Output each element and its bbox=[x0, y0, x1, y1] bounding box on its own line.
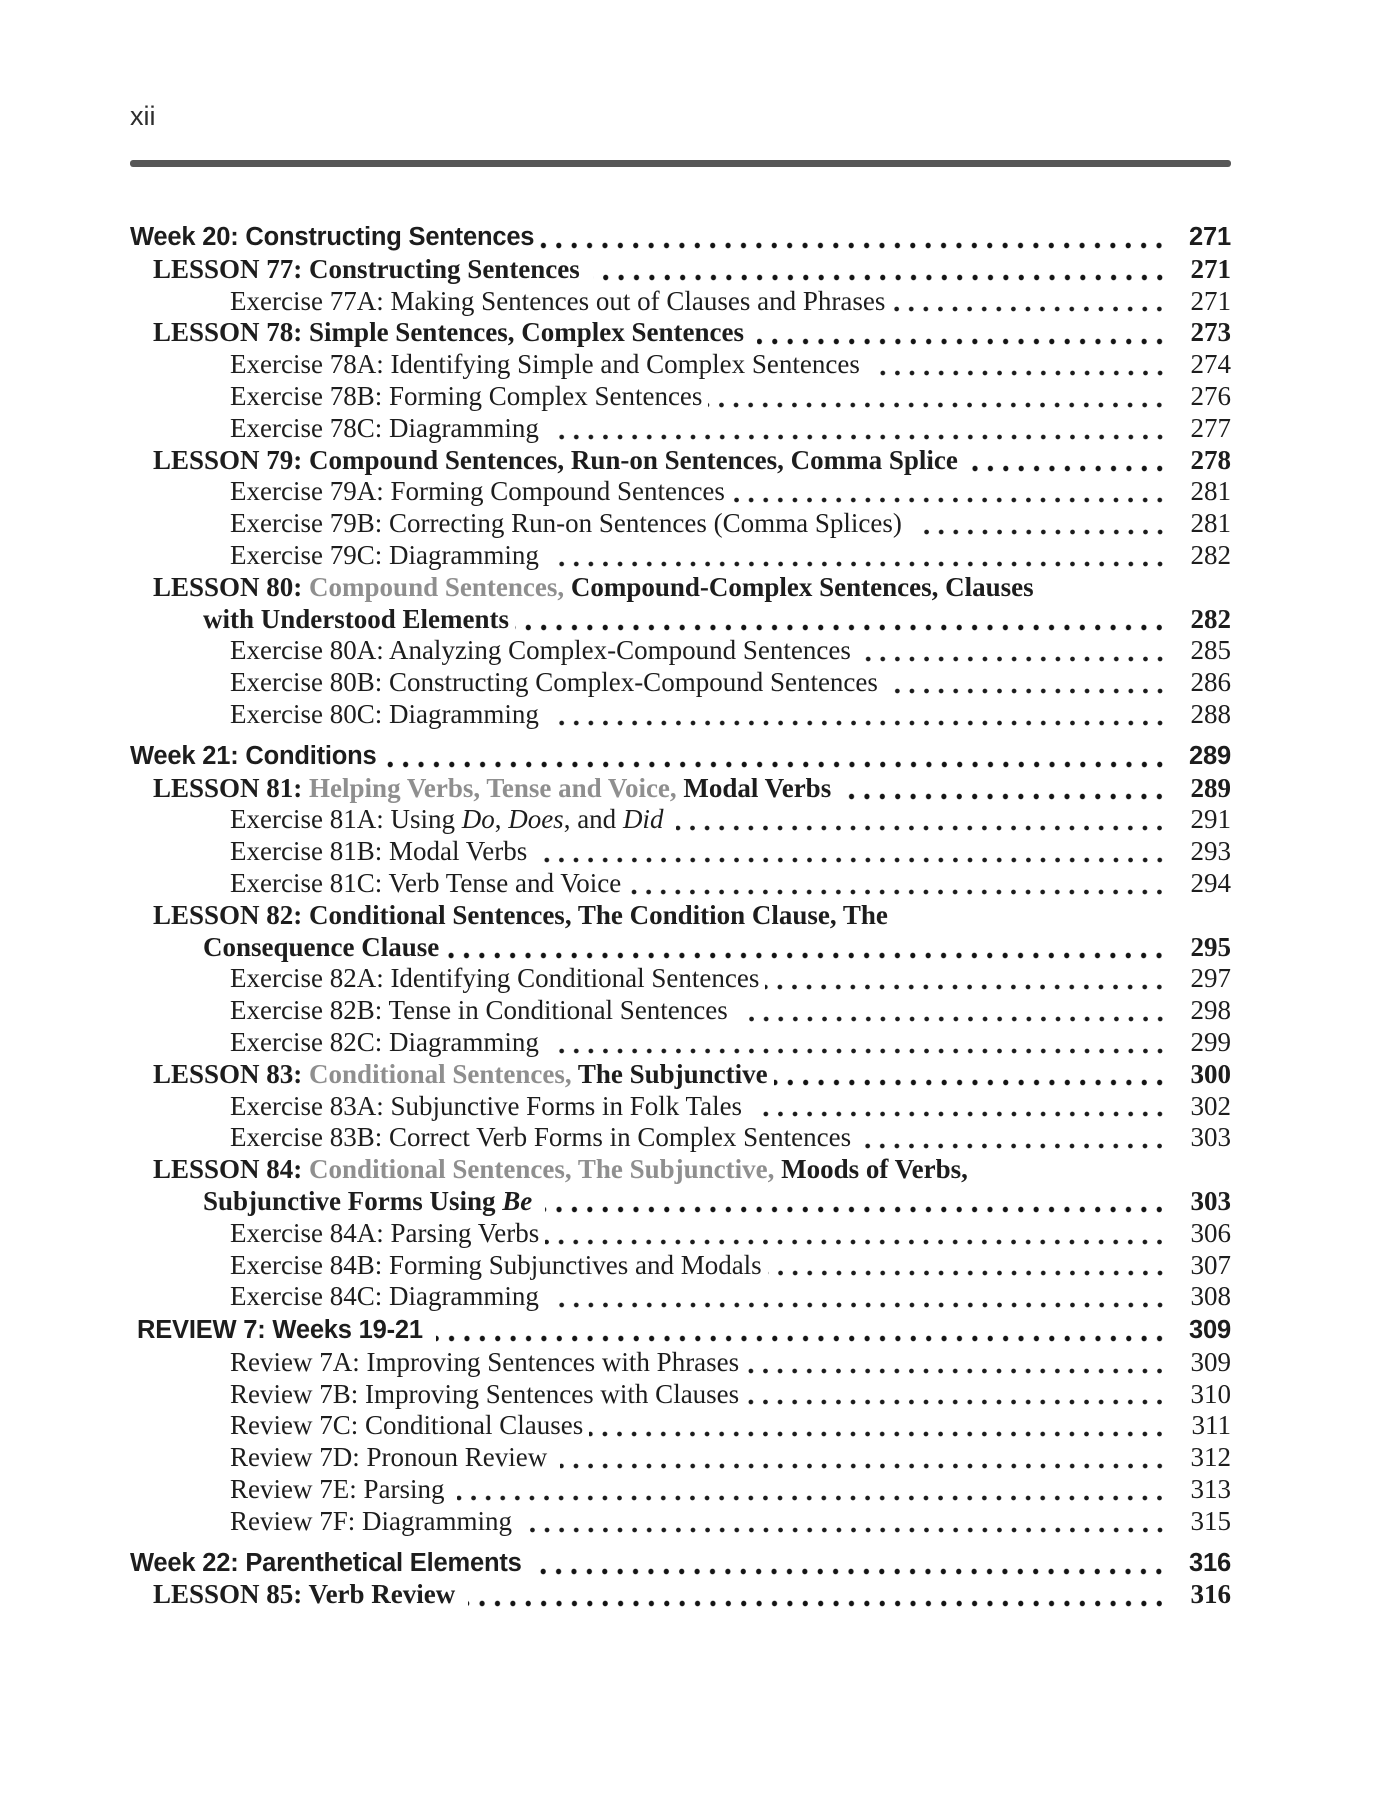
dot-leader bbox=[741, 995, 1169, 1027]
toc-entry bbox=[230, 1506, 1231, 1538]
toc-title-segment bbox=[532, 1186, 539, 1216]
toc-title-segment: REVIEW 7: Weeks 19-21 bbox=[137, 1316, 430, 1345]
toc-entry bbox=[203, 604, 1231, 636]
toc-entry-title bbox=[230, 1442, 554, 1474]
toc-entry-page-number: 300 bbox=[1190, 1058, 1231, 1089]
toc-title-segment: Exercise 82C: Diagramming bbox=[230, 1026, 546, 1057]
toc-title-segment-gray: Helping Verbs, Tense and Voice, bbox=[309, 772, 677, 803]
toc-title-segment: Review 7F: Diagramming bbox=[230, 1505, 519, 1536]
toc-entry-page-number: 278 bbox=[1190, 444, 1231, 475]
toc-entry-title bbox=[130, 1548, 528, 1580]
dot-leader bbox=[545, 1186, 1169, 1218]
toc-entry-page-number: 273 bbox=[1190, 317, 1231, 348]
dot-leader bbox=[708, 381, 1169, 413]
toc-title-segment: Exercise 79A: Forming Compound Sentences bbox=[230, 476, 725, 507]
toc-title-segment-italic: Do bbox=[461, 804, 495, 835]
toc-title-segment: Exercise 82A: Identifying Conditional Sentences bbox=[230, 963, 760, 994]
toc-entry-page-number: 294 bbox=[1190, 867, 1231, 898]
toc-entry-page-number: 293 bbox=[1190, 836, 1231, 867]
toc-title-segment: Exercise 81A: Using bbox=[230, 804, 462, 835]
dot-leader bbox=[545, 1218, 1169, 1250]
toc-entry-page-number: 282 bbox=[1190, 539, 1231, 570]
toc-title-segment: Exercise 77A: Making Sentences out of Clauses and Phrases bbox=[230, 285, 886, 316]
toc-entry bbox=[230, 995, 1231, 1027]
toc-title-segment: The Subjunctive bbox=[571, 1058, 768, 1089]
toc-entry-page-number: 271 bbox=[1190, 253, 1231, 284]
dot-leader bbox=[436, 1315, 1169, 1347]
toc-title-segment: LESSON 80: bbox=[153, 571, 310, 602]
toc-entry-page-number: 299 bbox=[1190, 1026, 1231, 1057]
toc-title-segment: Exercise 84A: Parsing Verbs bbox=[230, 1217, 540, 1248]
header-rule bbox=[130, 160, 1231, 167]
toc-entry bbox=[153, 254, 1231, 286]
dot-leader bbox=[593, 254, 1169, 286]
toc-entry bbox=[153, 1579, 1231, 1611]
toc-title-segment: Exercise 84B: Forming Subjunctives and Modals bbox=[230, 1249, 762, 1280]
toc-entry-page-number: 291 bbox=[1190, 804, 1231, 835]
toc-entry-title bbox=[230, 1250, 762, 1282]
toc-title-segment: LESSON 77: Constructing Sentences bbox=[153, 253, 587, 284]
toc-title-segment bbox=[663, 804, 670, 834]
dot-leader bbox=[552, 699, 1169, 731]
toc-entry-page-number: 311 bbox=[1191, 1410, 1231, 1441]
toc-entry bbox=[230, 635, 1231, 667]
toc-entry-page-number: 286 bbox=[1190, 667, 1231, 698]
toc-title-segment: Exercise 80C: Diagramming bbox=[230, 698, 546, 729]
dot-leader bbox=[864, 635, 1169, 667]
toc-entry-title bbox=[153, 773, 838, 805]
toc-title-segment: LESSON 83: bbox=[153, 1058, 310, 1089]
toc-title-segment: with Understood Elements bbox=[203, 603, 510, 634]
toc-title-segment: Exercise 81B: Modal Verbs bbox=[230, 836, 534, 867]
toc-entry-page-number: 298 bbox=[1190, 995, 1231, 1026]
toc-entry-title bbox=[230, 286, 885, 318]
toc-entry-page-number: 306 bbox=[1190, 1217, 1231, 1248]
dot-leader bbox=[676, 804, 1169, 836]
dot-leader bbox=[552, 1281, 1169, 1313]
dot-leader bbox=[974, 1154, 1221, 1186]
dot-leader bbox=[765, 963, 1169, 995]
dot-leader bbox=[552, 1027, 1169, 1059]
toc-entry-title bbox=[230, 836, 534, 868]
dot-leader bbox=[515, 604, 1169, 636]
toc-title-segment: LESSON 82: Conditional Sentences, The Condition Clause, The bbox=[153, 899, 888, 930]
toc-entry bbox=[130, 222, 1231, 254]
dot-leader bbox=[745, 1347, 1169, 1379]
toc-entry-title bbox=[230, 1410, 583, 1442]
toc-entry bbox=[230, 1122, 1231, 1154]
toc-entry bbox=[230, 1281, 1231, 1313]
toc-entry-title bbox=[153, 317, 751, 349]
toc-entry-page-number: 289 bbox=[1190, 772, 1231, 803]
toc-title-segment: Compound-Complex Sentences, Clauses bbox=[564, 571, 1034, 602]
toc-title-segment: LESSON 78: Simple Sentences, Complex Sentences bbox=[153, 317, 751, 348]
toc-entry-title bbox=[230, 349, 867, 381]
toc-entry-title bbox=[230, 1347, 739, 1379]
toc-title-segment: Consequence Clause bbox=[203, 931, 440, 962]
dot-leader bbox=[891, 667, 1169, 699]
toc-entry bbox=[230, 667, 1231, 699]
toc-title-segment: Review 7E: Parsing bbox=[230, 1474, 452, 1505]
dot-leader bbox=[768, 1250, 1169, 1282]
toc-entry bbox=[230, 413, 1231, 445]
toc-entry bbox=[230, 508, 1231, 540]
dot-leader bbox=[971, 445, 1169, 477]
toc-entry-title bbox=[230, 1218, 539, 1250]
toc-entry bbox=[230, 868, 1231, 900]
toc-entry bbox=[230, 804, 1231, 836]
toc-entry-title bbox=[230, 508, 909, 540]
dot-leader bbox=[857, 1122, 1169, 1154]
toc-entry-page-number: 285 bbox=[1190, 635, 1231, 666]
dot-leader bbox=[757, 317, 1169, 349]
toc-entry-title bbox=[153, 1579, 462, 1611]
toc-title-segment: Exercise 79C: Diagramming bbox=[230, 539, 546, 570]
dot-leader bbox=[589, 1410, 1169, 1442]
toc-entry bbox=[153, 1154, 1231, 1186]
toc-title-segment-italic: Did bbox=[622, 804, 664, 835]
toc-entry bbox=[230, 963, 1231, 995]
toc-entry bbox=[230, 1218, 1231, 1250]
toc-entry-title bbox=[230, 1281, 546, 1313]
dot-leader bbox=[534, 1548, 1169, 1580]
toc-entry bbox=[230, 1027, 1231, 1059]
toc-title-segment: Exercise 84C: Diagramming bbox=[230, 1281, 546, 1312]
toc-title-segment-gray: Conditional Sentences, The Subjunctive, bbox=[309, 1154, 775, 1185]
toc-entry-page-number: 308 bbox=[1190, 1281, 1231, 1312]
dot-leader bbox=[627, 868, 1169, 900]
toc-entry-page-number: 282 bbox=[1190, 603, 1231, 634]
toc-entry bbox=[203, 932, 1231, 964]
dot-leader bbox=[457, 1474, 1169, 1506]
toc-entry-title bbox=[230, 1474, 451, 1506]
toc-title-segment: LESSON 81: bbox=[153, 772, 310, 803]
toc-title-segment: Week 20: Constructing Sentences bbox=[130, 223, 535, 251]
dot-leader bbox=[552, 413, 1169, 445]
toc-entry bbox=[230, 286, 1231, 318]
toc-entry-page-number: 281 bbox=[1190, 476, 1231, 507]
toc-entry bbox=[230, 1474, 1231, 1506]
toc-title-segment: Subjunctive Forms Using bbox=[203, 1185, 503, 1216]
toc-title-segment: , bbox=[494, 804, 509, 835]
toc-entry-title bbox=[230, 381, 702, 413]
table-of-contents bbox=[130, 222, 1231, 1611]
toc-entry bbox=[230, 1442, 1231, 1474]
toc-entry-title bbox=[203, 604, 509, 636]
toc-entry-title bbox=[230, 1027, 546, 1059]
toc-entry bbox=[230, 1250, 1231, 1282]
toc-entry-page-number: 302 bbox=[1190, 1090, 1231, 1121]
toc-entry-title bbox=[230, 540, 546, 572]
toc-entry-page-number: 271 bbox=[1189, 223, 1231, 251]
toc-entry bbox=[153, 900, 1231, 932]
toc-title-segment: Exercise 79B: Correcting Run-on Sentences (Comma Splices) bbox=[230, 508, 909, 539]
toc-entry-page-number: 315 bbox=[1190, 1505, 1231, 1536]
toc-entry-title bbox=[137, 1315, 430, 1347]
toc-entry-title bbox=[203, 1186, 539, 1218]
toc-entry bbox=[137, 1315, 1231, 1347]
toc-entry bbox=[153, 572, 1231, 604]
toc-entry bbox=[230, 1410, 1231, 1442]
dot-leader bbox=[894, 900, 1221, 932]
toc-title-segment: Review 7A: Improving Sentences with Phrases bbox=[230, 1346, 740, 1377]
toc-title-segment: LESSON 79: Compound Sentences, Run-on Sentences, Comma Splice bbox=[153, 444, 965, 475]
toc-entry-page-number: 313 bbox=[1190, 1474, 1231, 1505]
toc-entry-page-number: 297 bbox=[1190, 963, 1231, 994]
toc-entry bbox=[230, 699, 1231, 731]
toc-entry bbox=[230, 1091, 1231, 1123]
toc-entry-page-number: 276 bbox=[1190, 380, 1231, 411]
toc-entry bbox=[230, 381, 1231, 413]
dot-leader bbox=[468, 1579, 1169, 1611]
toc-entry-title bbox=[230, 963, 759, 995]
dot-leader bbox=[540, 836, 1169, 868]
toc-title-segment: Week 22: Parenthetical Elements bbox=[130, 1548, 529, 1577]
dot-leader bbox=[552, 540, 1169, 572]
toc-entry-page-number: 316 bbox=[1190, 1579, 1231, 1610]
dot-leader bbox=[915, 508, 1169, 540]
toc-entry-title bbox=[153, 254, 587, 286]
toc-entry bbox=[153, 445, 1231, 477]
toc-entry bbox=[230, 476, 1231, 508]
toc-entry-page-number: 310 bbox=[1190, 1378, 1231, 1409]
toc-title-segment-gray: Conditional Sentences, bbox=[309, 1058, 572, 1089]
toc-title-segment: LESSON 84: bbox=[153, 1154, 310, 1185]
toc-entry bbox=[153, 773, 1231, 805]
toc-entry-title bbox=[153, 1059, 768, 1091]
dot-leader bbox=[774, 1059, 1169, 1091]
toc-entry bbox=[230, 1347, 1231, 1379]
toc-title-segment: Exercise 81C: Verb Tense and Voice bbox=[230, 867, 622, 898]
toc-entry bbox=[230, 349, 1231, 381]
toc-entry bbox=[130, 1548, 1231, 1580]
toc-entry-page-number: 309 bbox=[1189, 1316, 1231, 1345]
toc-title-segment: Review 7C: Conditional Clauses bbox=[230, 1410, 584, 1441]
dot-leader bbox=[525, 1506, 1169, 1538]
toc-entry-title bbox=[130, 741, 377, 773]
toc-title-segment-italic: Be bbox=[502, 1185, 533, 1216]
toc-entry-title bbox=[230, 667, 885, 699]
dot-leader bbox=[755, 1091, 1169, 1123]
toc-entry-title bbox=[153, 572, 1034, 604]
toc-entry-title bbox=[230, 868, 621, 900]
toc-entry-page-number: 281 bbox=[1190, 508, 1231, 539]
toc-entry-title bbox=[230, 1379, 739, 1411]
toc-title-segment: Modal Verbs bbox=[676, 772, 838, 803]
toc-entry bbox=[230, 836, 1231, 868]
toc-entry-title bbox=[203, 932, 439, 964]
folio-page-number: xii bbox=[130, 101, 156, 131]
toc-entry-title bbox=[153, 445, 965, 477]
toc-entry-page-number: 307 bbox=[1190, 1249, 1231, 1280]
toc-title-segment: Exercise 83B: Correct Verb Forms in Complex Sentences bbox=[230, 1122, 852, 1153]
toc-title-segment-gray: Compound Sentences, bbox=[309, 571, 565, 602]
toc-entry-title bbox=[230, 1091, 749, 1123]
toc-title-segment: Exercise 78A: Identifying Simple and Complex Sentences bbox=[230, 349, 867, 380]
dot-leader bbox=[745, 1379, 1169, 1411]
toc-title-segment: Moods of Verbs, bbox=[774, 1154, 968, 1185]
toc-entry bbox=[153, 1059, 1231, 1091]
toc-entry bbox=[130, 741, 1231, 773]
toc-title-segment: Exercise 83A: Subjunctive Forms in Folk Tales bbox=[230, 1090, 749, 1121]
toc-entry-page-number: 303 bbox=[1190, 1185, 1231, 1216]
toc-entry-title bbox=[153, 1154, 968, 1186]
toc-entry-page-number: 295 bbox=[1190, 931, 1231, 962]
toc-title-segment: Exercise 80A: Analyzing Complex-Compound Sentences bbox=[230, 635, 858, 666]
toc-title-segment: Exercise 82B: Tense in Conditional Sentences bbox=[230, 995, 735, 1026]
toc-entry-page-number: 303 bbox=[1190, 1122, 1231, 1153]
toc-entry bbox=[153, 317, 1231, 349]
toc-entry bbox=[230, 540, 1231, 572]
toc-entry-page-number: 289 bbox=[1189, 741, 1231, 770]
toc-entry-title bbox=[230, 476, 725, 508]
toc-entry-title bbox=[230, 804, 670, 836]
toc-entry-title bbox=[230, 995, 735, 1027]
dot-leader bbox=[731, 476, 1169, 508]
dot-leader bbox=[873, 349, 1169, 381]
toc-title-segment: Review 7B: Improving Sentences with Clauses bbox=[230, 1378, 740, 1409]
toc-title-segment: LESSON 85: Verb Review bbox=[153, 1579, 463, 1610]
dot-leader bbox=[1040, 572, 1221, 604]
toc-title-segment: Exercise 80B: Constructing Complex-Compound Sentences bbox=[230, 667, 885, 698]
toc-entry-page-number: 274 bbox=[1190, 349, 1231, 380]
toc-title-segment-italic: Does bbox=[508, 804, 564, 835]
toc-entry-page-number: 309 bbox=[1190, 1346, 1231, 1377]
toc-entry bbox=[230, 1379, 1231, 1411]
toc-entry-title bbox=[230, 413, 546, 445]
toc-entry-title bbox=[230, 1506, 519, 1538]
dot-leader bbox=[540, 222, 1169, 254]
toc-entry-page-number: 316 bbox=[1189, 1548, 1231, 1577]
toc-title-segment: Review 7D: Pronoun Review bbox=[230, 1442, 554, 1473]
toc-entry bbox=[203, 1186, 1231, 1218]
toc-title-segment: Exercise 78B: Forming Complex Sentences bbox=[230, 380, 703, 411]
dot-leader bbox=[383, 741, 1169, 773]
dot-leader bbox=[560, 1442, 1169, 1474]
toc-entry-page-number: 271 bbox=[1190, 285, 1231, 316]
toc-entry-title bbox=[153, 900, 888, 932]
toc-entry-page-number: 277 bbox=[1190, 412, 1231, 443]
toc-entry-title bbox=[230, 699, 546, 731]
toc-entry-title bbox=[230, 635, 858, 667]
toc-title-segment: , and bbox=[563, 804, 623, 835]
toc-title-segment: Exercise 78C: Diagramming bbox=[230, 412, 546, 443]
toc-entry-title bbox=[130, 222, 534, 254]
dot-leader bbox=[445, 932, 1169, 964]
toc-entry-title bbox=[230, 1122, 851, 1154]
dot-leader bbox=[844, 773, 1169, 805]
toc-entry-page-number: 312 bbox=[1190, 1442, 1231, 1473]
toc-title-segment: Week 21: Conditions bbox=[130, 741, 377, 770]
dot-leader bbox=[891, 286, 1169, 318]
toc-entry-page-number: 288 bbox=[1190, 698, 1231, 729]
